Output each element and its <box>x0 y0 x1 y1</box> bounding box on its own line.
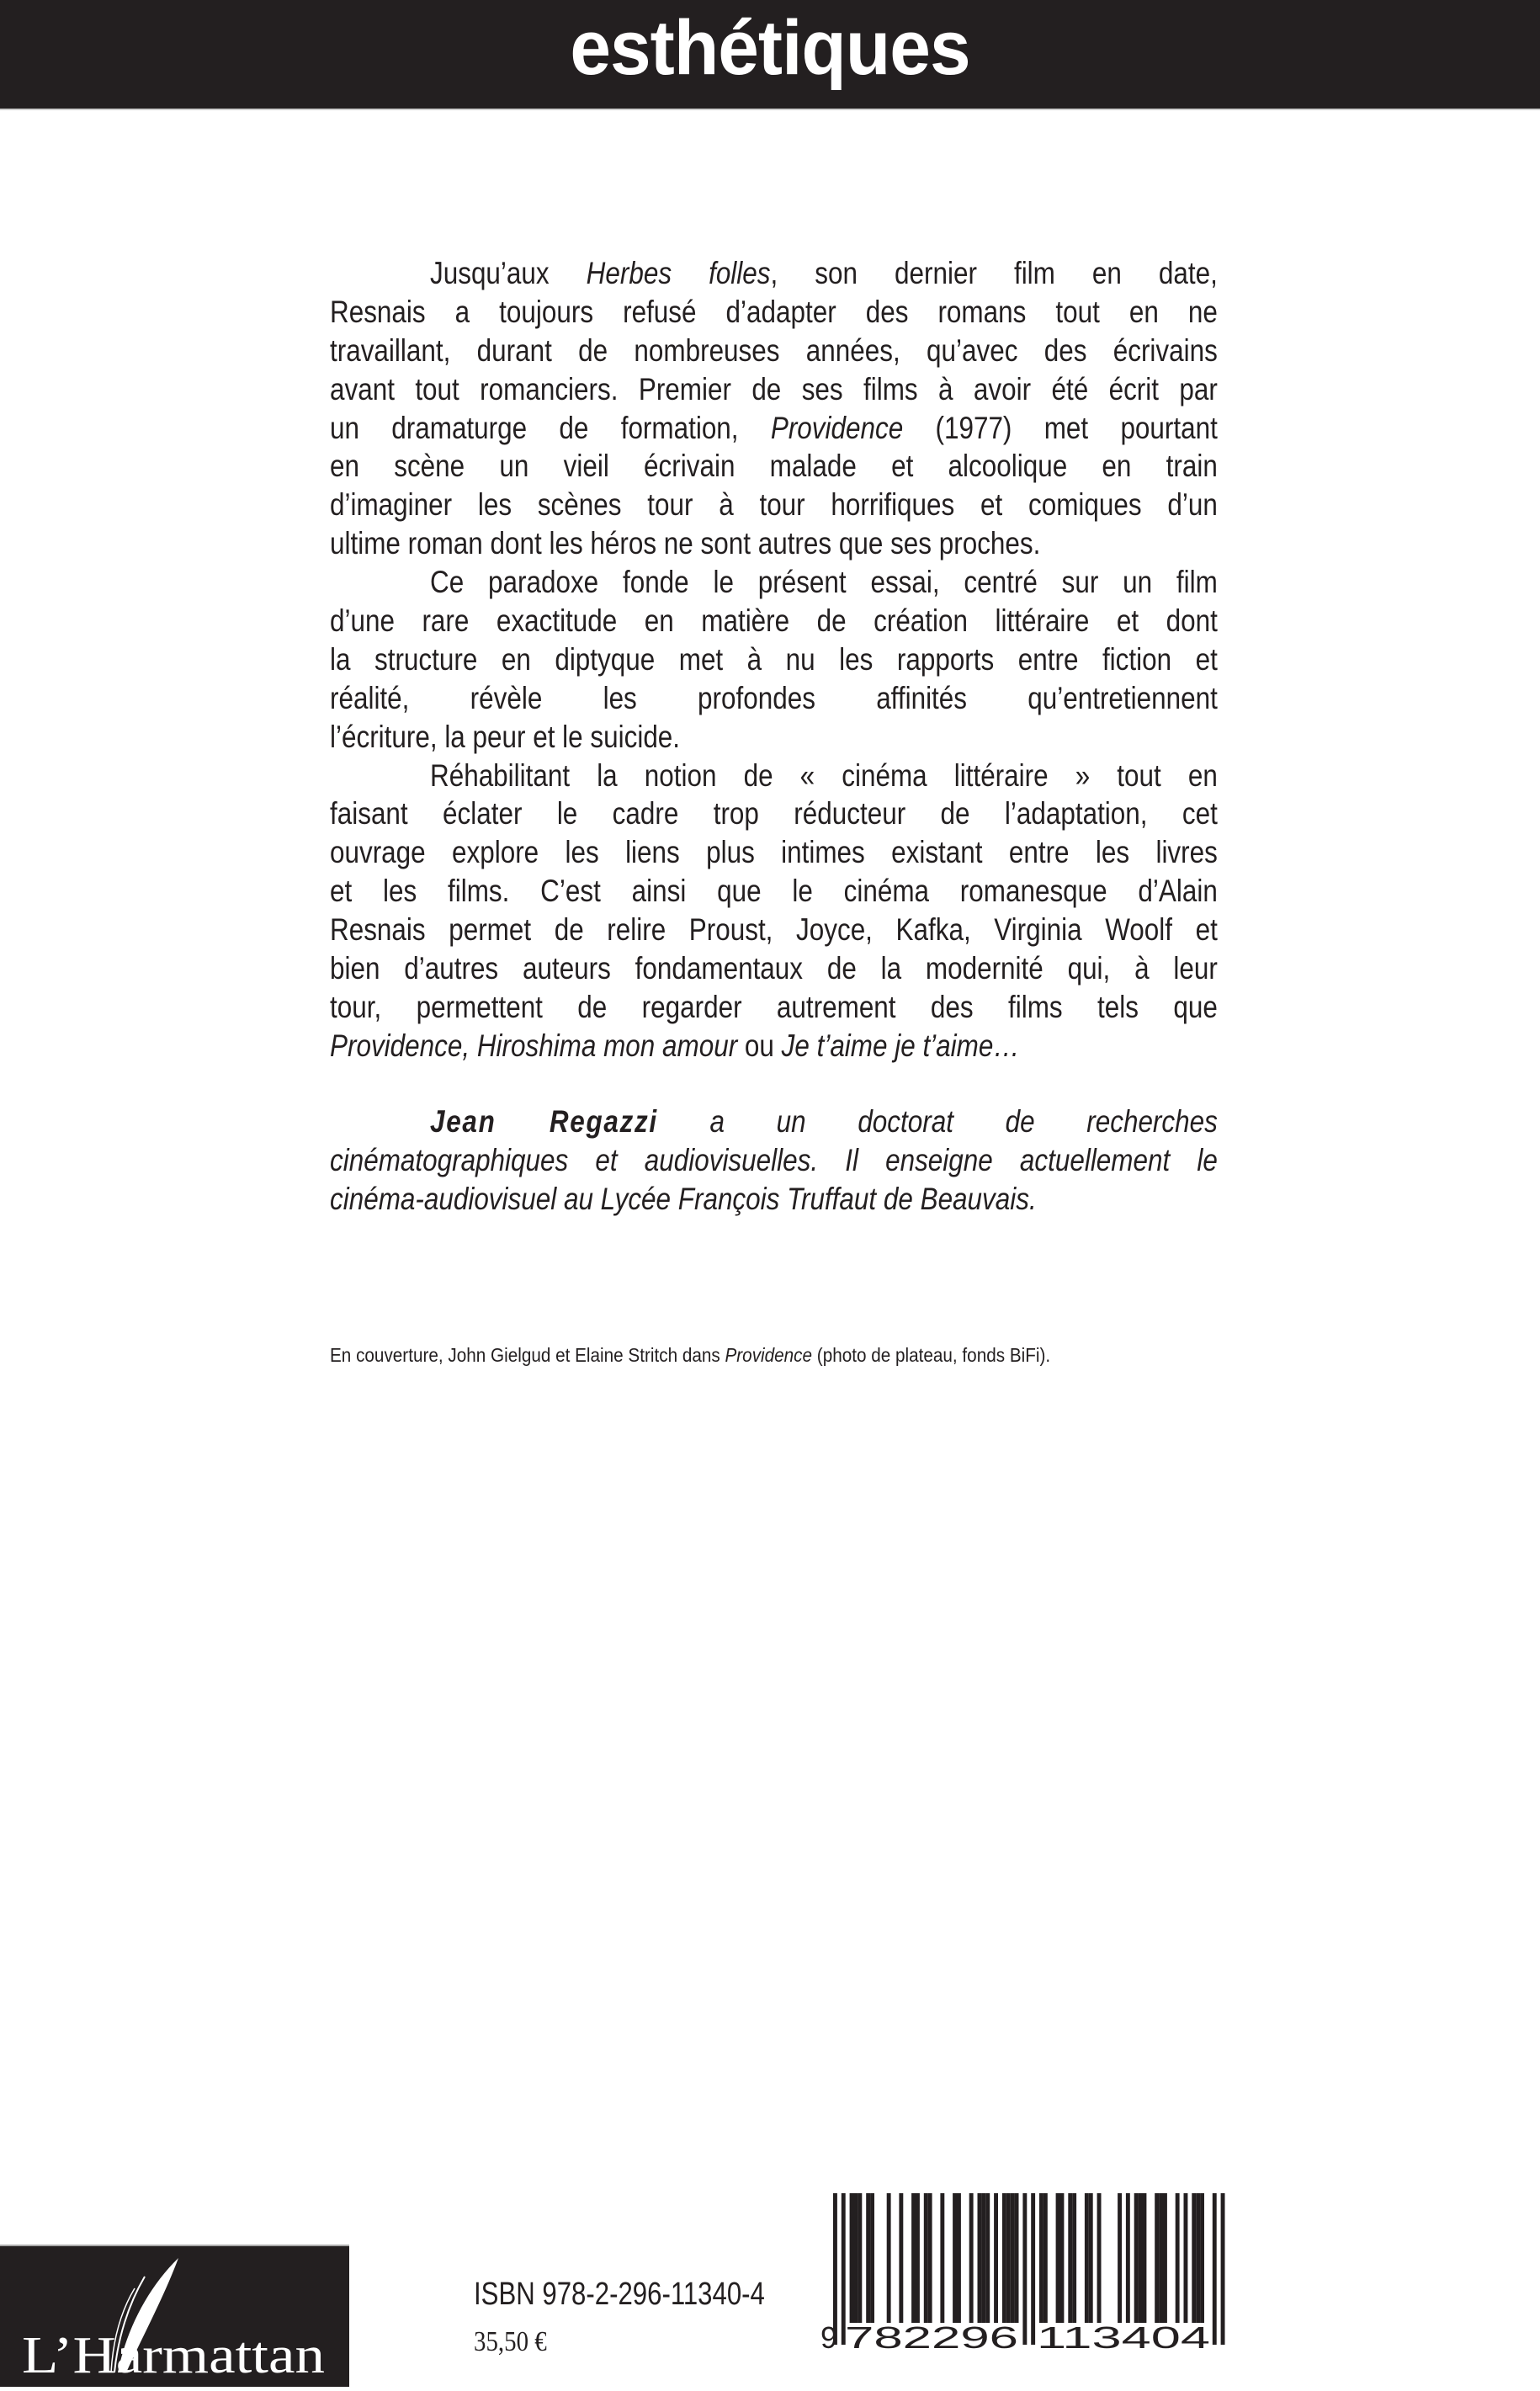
barcode-bar <box>916 2193 920 2323</box>
text-run: Ce paradoxe fonde le présent essai, centré sur un film <box>430 565 1218 600</box>
series-title: esthétiques <box>570 5 970 91</box>
body-line <box>330 679 1218 718</box>
text-run: Jusqu’aux <box>430 256 587 290</box>
barcode-bar <box>1097 2193 1102 2323</box>
barcode-bar <box>940 2193 944 2323</box>
italic-title: Herbes folles <box>586 256 771 290</box>
barcode-left-digits: 782296 <box>845 2320 1018 2355</box>
barcode-bar <box>866 2193 870 2323</box>
feather-icon <box>0 2246 349 2387</box>
author-name: Jean Regazzi <box>430 1104 658 1139</box>
barcode-bar <box>1139 2193 1143 2323</box>
text-run: réalité, révèle les profondes affinités qu’entretiennent <box>330 680 1218 715</box>
barcode-bar <box>1039 2193 1043 2323</box>
barcode-bar <box>1089 2193 1093 2323</box>
text-run: et les films. C’est ainsi que le cinéma romanesque d’Alain <box>330 874 1218 909</box>
body-line <box>330 293 1218 332</box>
bio-line: Jean Regazzi a un doctorat de recherches <box>430 1104 1218 1139</box>
bio-line: cinéma-audiovisuel au Lycée François Truffaut de Beauvais. <box>330 1181 1037 1216</box>
barcode-bar <box>981 2193 985 2323</box>
barcode-bar <box>1159 2193 1163 2323</box>
barcode-bar <box>1011 2193 1015 2323</box>
text-run: bien d’autres auteurs fondamentaux de la modernité qui, à leur <box>330 951 1218 986</box>
italic-title: Je t’aime je t’aime… <box>781 1028 1020 1063</box>
barcode-bar <box>1068 2193 1072 2323</box>
body-line <box>330 447 1218 486</box>
series-banner <box>0 0 1540 110</box>
barcode-bar <box>1002 2193 1006 2323</box>
text-run: un dramaturge de formation, <box>330 410 771 445</box>
text-run: ouvrage explore les liens plus intimes existant entre les livres <box>330 835 1218 870</box>
barcode-bar <box>1031 2193 1035 2345</box>
barcode-bar <box>1118 2193 1122 2323</box>
barcode <box>816 2188 1229 2356</box>
barcode-bar <box>969 2193 974 2323</box>
body-line <box>330 949 1218 988</box>
body-line <box>330 911 1218 949</box>
author-bio <box>330 1103 1218 1219</box>
barcode-bar <box>1155 2193 1159 2323</box>
body-line <box>330 718 1218 757</box>
body-line <box>330 988 1218 1027</box>
barcode-bar <box>870 2193 874 2323</box>
barcode-bar <box>1184 2193 1188 2323</box>
publisher-logo <box>0 2245 349 2387</box>
barcode-bar <box>1213 2193 1217 2345</box>
text-run: Resnais permet de relire Proust, Joyce, Kafka, Virginia Woolf et <box>330 912 1218 948</box>
text-run: travaillant, durant de nombreuses années, qu’avec des écrivains <box>330 332 1218 368</box>
barcode-bar <box>1015 2193 1019 2323</box>
body-line <box>330 370 1218 409</box>
body-line <box>330 757 1218 795</box>
bio-line: cinématographiques et audiovisuelles. Il enseigne actuellement le <box>330 1142 1218 1177</box>
barcode-bar <box>1022 2193 1027 2345</box>
barcode-bar <box>1006 2193 1011 2323</box>
barcode-bar <box>1192 2193 1196 2323</box>
text-run: l’écriture, la peur et le suicide. <box>330 719 681 754</box>
barcode-right-digits: 113404 <box>1037 2320 1210 2355</box>
text-run: la structure en diptyque met à nu les rapports entre fiction et <box>330 641 1218 677</box>
barcode-bar <box>1072 2193 1076 2323</box>
body-line <box>330 524 1218 563</box>
body-line <box>330 872 1218 911</box>
barcode-bar <box>850 2193 854 2323</box>
barcode-first-digit: 9 <box>820 2320 838 2355</box>
barcode-bar <box>1043 2193 1048 2323</box>
barcode-bar <box>854 2193 858 2323</box>
text-run: Réhabilitant la notion de « cinéma littéraire » tout en <box>430 757 1218 793</box>
barcode-bar <box>858 2193 862 2323</box>
barcode-bar <box>911 2193 916 2323</box>
text-run: d’imaginer les scènes tour à tour horrifiques et comiques d’un <box>330 487 1218 523</box>
text-run: , son dernier film en date, <box>770 256 1218 290</box>
barcode-bar <box>924 2193 928 2323</box>
text-run: (1977) met pourtant <box>903 410 1218 445</box>
publisher-name: L’Harmattan <box>22 2327 325 2384</box>
text-run: ultime roman dont les héros ne sont autres que ses proches. <box>330 526 1041 561</box>
barcode-bar <box>1143 2193 1147 2323</box>
text-run: ou <box>737 1028 782 1063</box>
text-run: avant tout romanciers. Premier de ses films à avoir été écrit par <box>330 371 1218 406</box>
italic-title: Providence <box>770 410 904 445</box>
back-cover-text <box>330 254 1218 1065</box>
barcode-bar <box>994 2193 998 2323</box>
italic-title: Providence, Hiroshima mon amour <box>330 1028 738 1063</box>
body-line <box>330 332 1218 370</box>
barcode-bar <box>978 2193 982 2323</box>
barcode-bar <box>1176 2193 1180 2323</box>
body-line <box>330 409 1218 448</box>
barcode-bar <box>887 2193 891 2323</box>
text-run: tour, permettent de regarder autrement des films tels que <box>330 989 1218 1024</box>
price: 35,50 € <box>474 2326 547 2357</box>
barcode-bar <box>899 2193 903 2323</box>
text-run: Resnais a toujours refusé d’adapter des romans tout en ne <box>330 294 1218 329</box>
barcode-bar <box>1196 2193 1200 2323</box>
body-line <box>330 1027 1218 1065</box>
barcode-bar <box>1085 2193 1089 2323</box>
barcode-bar <box>1163 2193 1167 2323</box>
text-run: d’une rare exactitude en matière de création littéraire et dont <box>330 603 1218 639</box>
barcode-bar <box>1221 2193 1225 2345</box>
barcode-bar <box>928 2193 932 2323</box>
body-line <box>330 254 1218 293</box>
isbn: ISBN 978-2-296-11340-4 <box>474 2277 765 2312</box>
cover-caption: En couverture, John Gielgud et Elaine Stritch dans Providence (photo de plateau, fonds BiFi). <box>330 1344 1051 1366</box>
body-line <box>330 602 1218 640</box>
body-line <box>330 563 1218 602</box>
barcode-bar <box>1060 2193 1065 2323</box>
barcode-bar <box>953 2193 957 2323</box>
body-line <box>330 486 1218 524</box>
body-line <box>330 640 1218 679</box>
barcode-bar <box>957 2193 961 2323</box>
body-line <box>330 794 1218 833</box>
body-line <box>330 833 1218 872</box>
barcode-bar <box>1200 2193 1204 2323</box>
barcode-bar <box>1134 2193 1139 2323</box>
text-run: en scène un vieil écrivain malade et alcoolique en train <box>330 449 1218 484</box>
barcode-bar <box>985 2193 990 2323</box>
text-run: faisant éclater le cadre trop réducteur de l’adaptation, cet <box>330 796 1218 832</box>
barcode-bar <box>1126 2193 1130 2323</box>
barcode-bar <box>1056 2193 1060 2323</box>
